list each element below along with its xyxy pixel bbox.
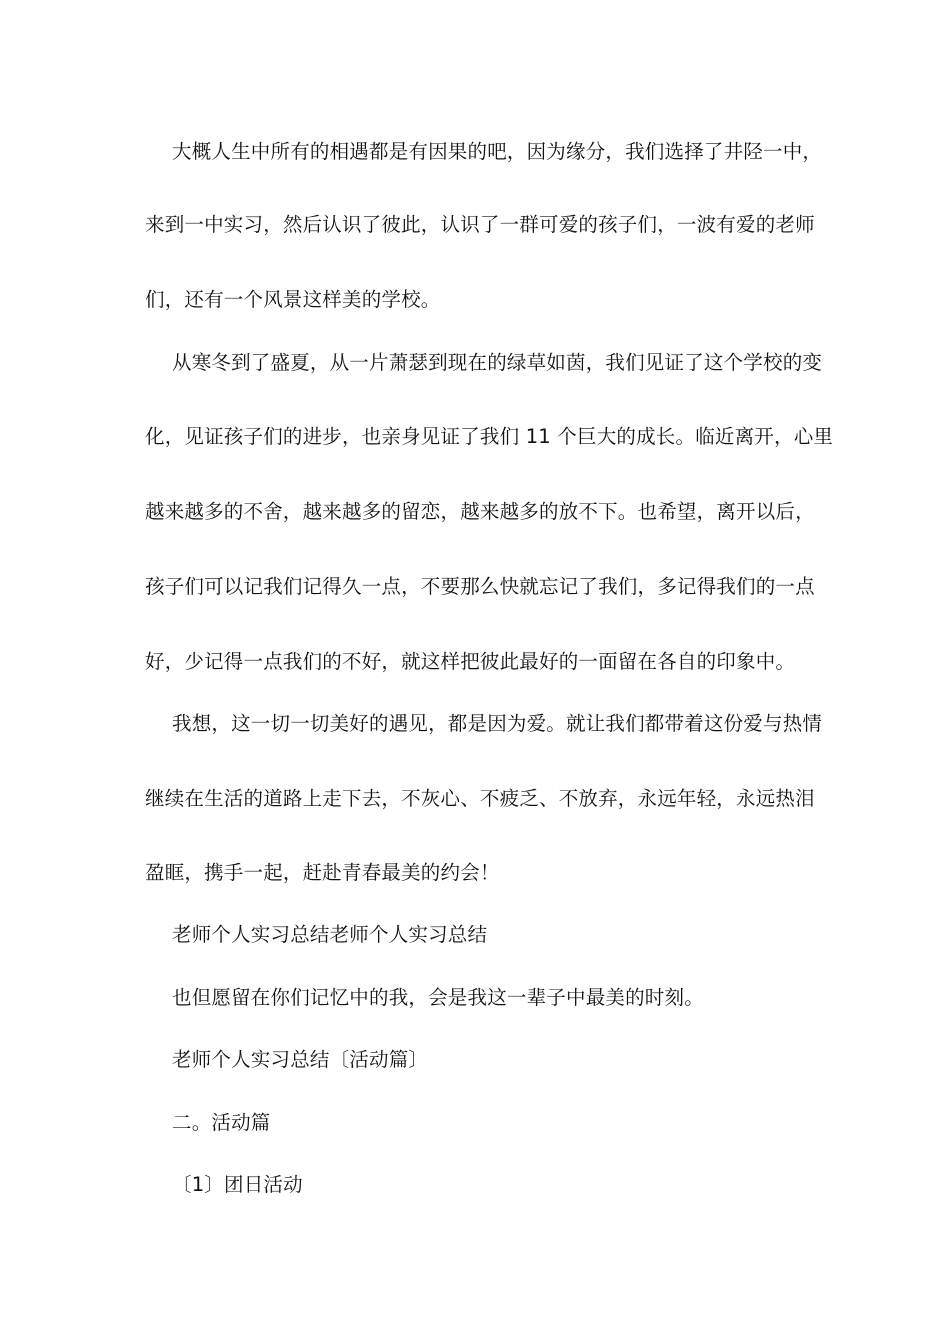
- paragraph-1-line-3: 们，还有一个风景这样美的学校。: [145, 288, 441, 311]
- paragraph-2-line-1: 从寒冬到了盛夏，从一片萧瑟到现在的绿草如茵，我们见证了这个学校的变: [172, 351, 823, 374]
- paragraph-2-line-2: 化，见证孩子们的进步，也亲身见证了我们 11 个巨大的成长。临近离开，心里: [145, 425, 834, 448]
- subsection-league-day: 〔1〕团日活动: [172, 1173, 303, 1196]
- memory-line: 也但愿留在你们记忆中的我，会是我这一辈子中最美的时刻。: [172, 986, 704, 1009]
- paragraph-3-line-2: 继续在生活的道路上走下去，不灰心、不疲乏、不放弃，永远年轻，永远热泪: [145, 787, 815, 810]
- paragraph-2-line-5: 好，少记得一点我们的不好，就这样把彼此最好的一面留在各自的印象中。: [145, 650, 796, 673]
- heading-summary: 老师个人实习总结老师个人实习总结: [172, 923, 488, 946]
- section-activity: 二。活动篇: [172, 1111, 271, 1134]
- paragraph-2-line-3: 越来越多的不舍，越来越多的留恋，越来越多的放不下。也希望，离开以后，: [145, 500, 815, 523]
- heading-activity-summary: 老师个人实习总结〔活动篇〕: [172, 1048, 429, 1071]
- paragraph-3-line-1: 我想，这一切一切美好的遇见，都是因为爱。就让我们都带着这份爱与热情: [172, 712, 823, 735]
- paragraph-1-line-2: 来到一中实习，然后认识了彼此，认识了一群可爱的孩子们，一波有爱的老师: [145, 213, 815, 236]
- paragraph-2-line-4: 孩子们可以记我们记得久一点，不要那么快就忘记了我们，多记得我们的一点: [145, 575, 815, 598]
- paragraph-1-line-1: 大概人生中所有的相遇都是有因果的吧，因为缘分，我们选择了井陉一中，: [172, 140, 823, 163]
- paragraph-3-line-3: 盈眶，携手一起，赶赴青春最美的约会！: [145, 861, 500, 884]
